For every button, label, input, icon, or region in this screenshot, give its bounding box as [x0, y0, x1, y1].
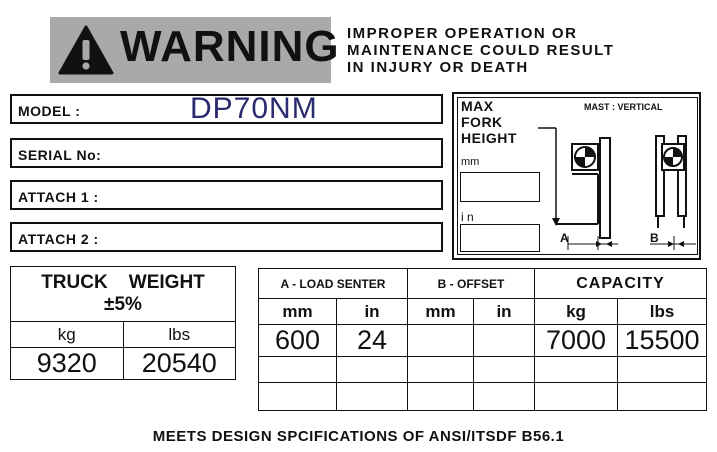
- capacity-header: CAPACITY: [535, 269, 707, 299]
- unit-mm-label: mm: [461, 156, 480, 168]
- serial-label: SERIAL No:: [18, 147, 102, 163]
- unit-cell: mm: [408, 299, 474, 325]
- dimension-a-label: A: [560, 231, 569, 245]
- unit-cell: kg: [535, 299, 618, 325]
- dimension-b-label: B: [650, 231, 659, 245]
- value-cell: [408, 325, 474, 357]
- fork-title-line: HEIGHT: [461, 130, 517, 146]
- empty-cell: [535, 357, 618, 383]
- value-cell: 15500: [618, 325, 707, 357]
- warning-triangle-icon: [58, 25, 114, 75]
- warning-message-line: IMPROPER OPERATION OR: [347, 25, 578, 42]
- empty-cell: [337, 357, 408, 383]
- value-cell: 600: [259, 325, 337, 357]
- truck-weight-tolerance: ±5%: [104, 294, 142, 315]
- warning-message-line: MAINTENANCE COULD RESULT: [347, 42, 615, 59]
- fork-title-line: MAX: [461, 98, 494, 114]
- empty-cell: [535, 383, 618, 411]
- model-field: [10, 94, 443, 124]
- truck-weight-title: TRUCK WEIGHT: [41, 272, 205, 293]
- attach1-field: [10, 180, 443, 210]
- empty-cell: [259, 357, 337, 383]
- warning-title: WARNING: [120, 22, 340, 71]
- weight-unit-kg: kg: [11, 322, 124, 348]
- weight-value-lbs: 20540: [123, 348, 236, 380]
- fork-height-mm-box: [460, 172, 540, 202]
- unit-cell: mm: [259, 299, 337, 325]
- unit-cell: in: [474, 299, 535, 325]
- empty-cell: [618, 357, 707, 383]
- empty-cell: [618, 383, 707, 411]
- mast-label: MAST : VERTICAL: [584, 102, 663, 112]
- empty-cell: [474, 383, 535, 411]
- weight-unit-lbs: lbs: [123, 322, 236, 348]
- offset-header: B - OFFSET: [408, 269, 535, 299]
- unit-cell: lbs: [618, 299, 707, 325]
- footer-compliance-text: MEETS DESIGN SPCIFICATIONS OF ANSI/ITSDF B56.1: [152, 428, 565, 445]
- weight-value-kg: 9320: [11, 348, 124, 380]
- fork-height-in-box: [460, 224, 540, 252]
- attach1-label: ATTACH 1 :: [18, 189, 99, 205]
- unit-in-label: i n: [461, 210, 474, 224]
- attach2-field: [10, 222, 443, 252]
- empty-cell: [337, 383, 408, 411]
- empty-cell: [408, 357, 474, 383]
- load-center-header: A - LOAD SENTER: [259, 269, 408, 299]
- value-cell: [474, 325, 535, 357]
- value-cell: 24: [337, 325, 408, 357]
- truck-weight-table: [10, 266, 236, 380]
- fork-height-title: [461, 98, 517, 146]
- empty-cell: [259, 383, 337, 411]
- fork-title-line: FORK: [461, 114, 503, 130]
- fork-height-panel: [452, 92, 701, 260]
- serial-field: [10, 138, 443, 168]
- unit-cell: in: [337, 299, 408, 325]
- load-capacity-table: [258, 268, 707, 411]
- model-label: MODEL :: [18, 103, 81, 119]
- attach2-label: ATTACH 2 :: [18, 231, 99, 247]
- model-value: DP70NM: [190, 92, 318, 125]
- value-cell: 7000: [535, 325, 618, 357]
- empty-cell: [474, 357, 535, 383]
- warning-message: [347, 25, 687, 76]
- warning-banner: [50, 17, 340, 83]
- empty-cell: [408, 383, 474, 411]
- warning-message-line: IN INJURY OR DEATH: [347, 59, 529, 76]
